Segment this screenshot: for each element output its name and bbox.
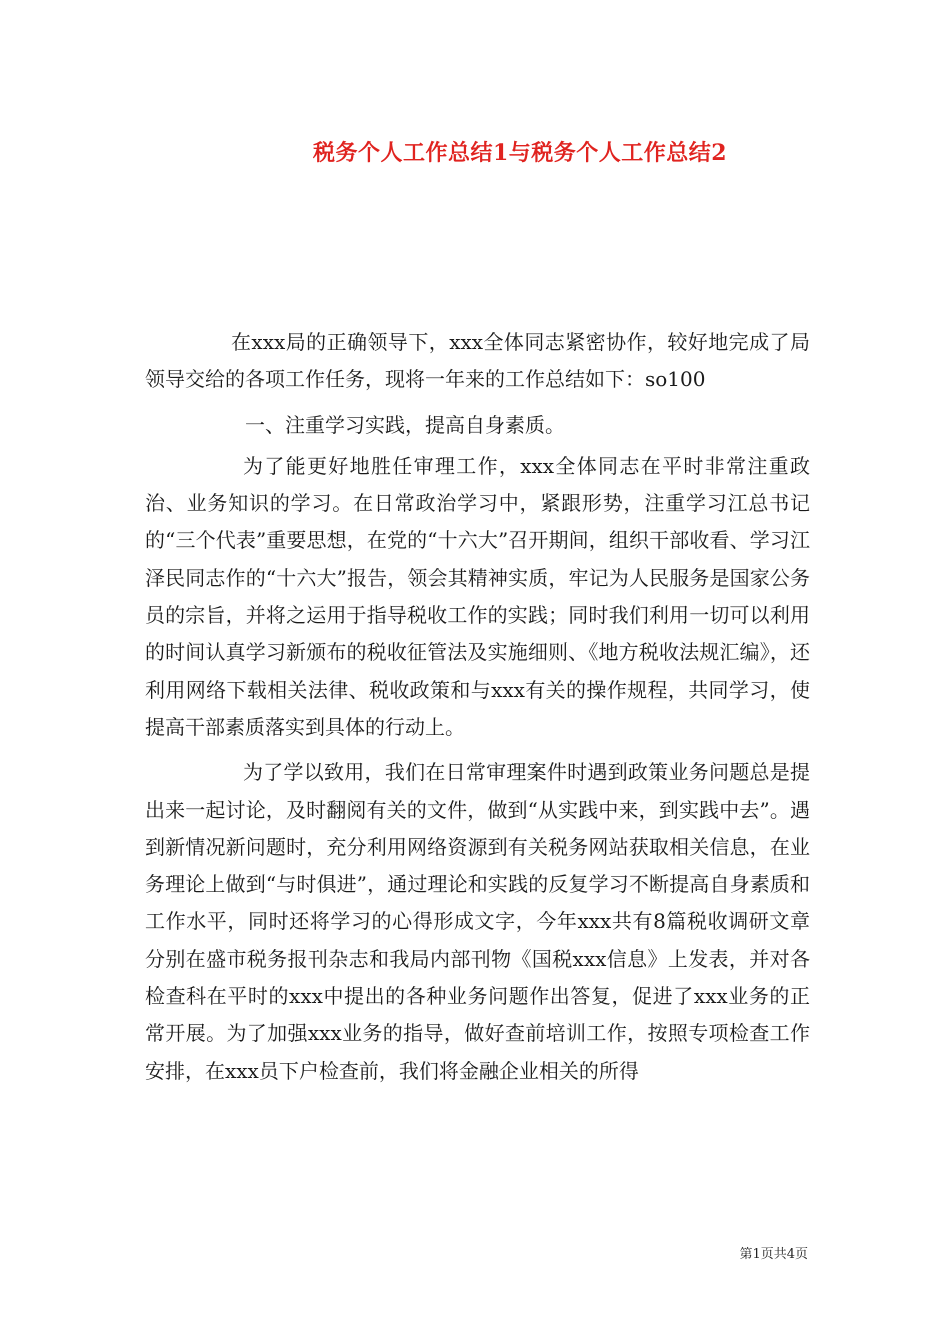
section-heading: 一、注重学习实践，提高自身素质。 xyxy=(245,412,565,437)
body-paragraph: 为了学以致用，我们在日常审理案件时遇到政策业务问题总是提出来一起讨论，及时翻阅有关的文件，做到“从实践中来，到实践中去”。遇到新情况新问题时，充分利用网络资源到有关税务网站获取相关信息，在业务理论上做到“与时俱进”，通过理论和实践的反复学习不断提高自身素质和工作水平，同时还将学习的心得形成文字，今年xxx共有8篇税收调研文章分别在盛市税务报刊杂志和我局内部刊物《国税xxx信息》上发表，并对各检查科在平时的xxx中提出的各种业务问题作出答复，促进了xxx业务的正常开展。为了加强xxx业务的指导，做好查前培训工作，按照专项检查工作安排，在xxx员下户检查前，我们将金融企业相关的所得 xyxy=(145,760,810,1083)
document-title: 税务个人工作总结1与税务个人工作总结2 xyxy=(312,140,728,166)
page-number: 第1页共4页 xyxy=(739,1247,808,1262)
intro-paragraph: 在xxx局的正确领导下，xxx全体同志紧密协作，较好地完成了局领导交给的各项工作任务，现将一年来的工作总结如下：so100 xyxy=(145,330,810,392)
body-paragraph: 为了能更好地胜任审理工作，xxx全体同志在平时非常注重政治、业务知识的学习。在日常政治学习中，紧跟形势，注重学习江总书记的“三个代表”重要思想，在党的“十六大”召开期间，组织干部收看、学习江泽民同志作的“十六大”报告，领会其精神实质，牢记为人民服务是国家公务员的宗旨，并将之运用于指导税收工作的实践；同时我们利用一切可以利用的时间认真学习新颁布的税收征管法及实施细则、《地方税收法规汇编》，还利用网络下载相关法律、税收政策和与xxx有关的操作规程，共同学习，使提高干部素质落实到具体的行动上。 xyxy=(145,453,810,739)
document-body xyxy=(145,324,810,1090)
